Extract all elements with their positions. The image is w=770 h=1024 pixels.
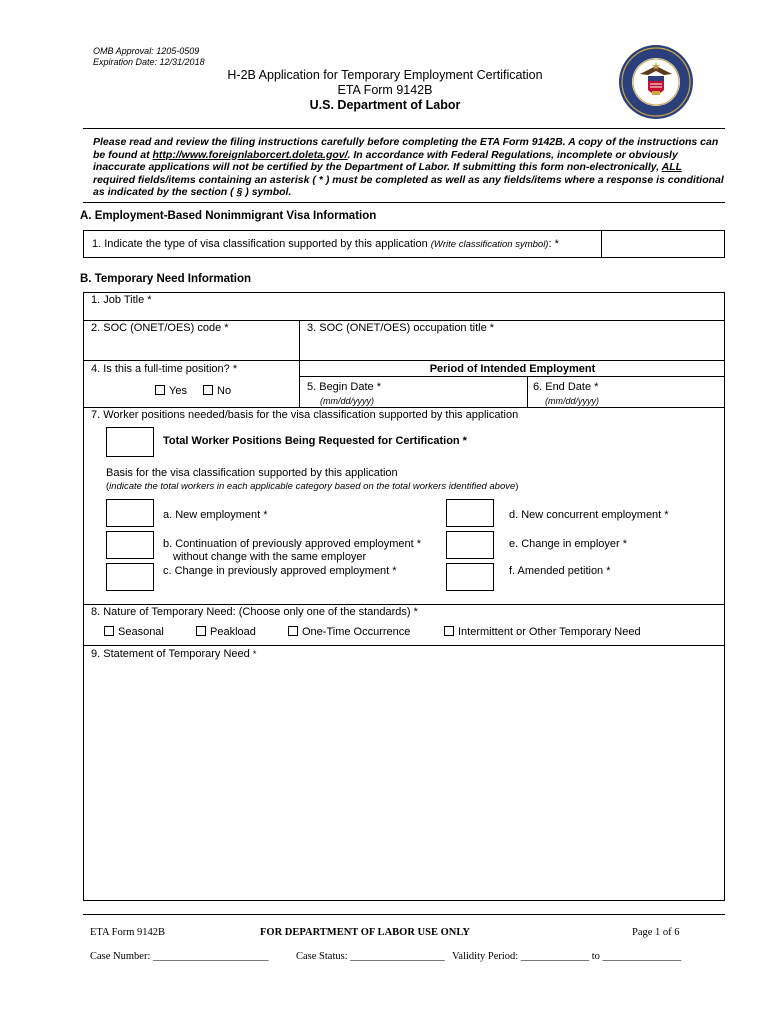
job-title-label: 1. Job Title * <box>91 294 152 306</box>
need-intermittent[interactable]: Intermittent or Other Temporary Need <box>444 626 641 639</box>
section-a-box <box>83 230 725 258</box>
instructions-link[interactable]: http://www.foreignlaborcert.doleta.gov/ <box>152 148 348 161</box>
continuation-label-2: without change with the same employer <box>173 551 367 563</box>
need-seasonal[interactable]: Seasonal <box>104 626 164 639</box>
omb-approval-number: OMB Approval: 1205-0509 <box>93 46 200 56</box>
soc-code-label: 2. SOC (ONET/OES) code * <box>91 322 229 334</box>
intermittent-checkbox-icon[interactable] <box>444 626 454 636</box>
footer-divider <box>83 914 725 915</box>
instructions-part2: . In accordance with Federal Regulations, incomplete or obviously inaccurate applications will not be certified by the Department of Labor. If submitting this form non-electronically, <box>93 148 678 174</box>
footer-form-name: ETA Form 9142B <box>90 927 165 938</box>
basis-hint: (indicate the total workers in each applicable category based on the total workers identified above) <box>106 481 519 492</box>
instructions-part3: required fields/items containing an asterisk ( * ) must be completed as well as any fields/items where a response is conditional as indicated by the section ( § ) symbol. <box>93 173 724 199</box>
continuation-label: b. Continuation of previously approved employment * <box>163 538 422 550</box>
case-status: Case Status: __________________ <box>296 951 445 962</box>
form-number: ETA Form 9142B <box>337 83 433 97</box>
row-3-divider <box>83 407 725 408</box>
one-time-checkbox-icon[interactable] <box>288 626 298 636</box>
header-divider <box>83 128 725 129</box>
amended-petition-label: f. Amended petition * <box>509 565 611 577</box>
peakload-checkbox-icon[interactable] <box>196 626 206 636</box>
q8-divider <box>83 645 725 646</box>
statement-textarea[interactable] <box>88 664 720 896</box>
period-heading-divider <box>299 376 725 377</box>
end-date-label: 6. End Date * <box>533 381 599 393</box>
instructions <box>93 136 725 199</box>
end-date-format: (mm/dd/yyyy) <box>545 396 599 406</box>
case-number: Case Number: ______________________ <box>90 951 269 962</box>
seasonal-checkbox-icon[interactable] <box>104 626 114 636</box>
q9-label: 9. Statement of Temporary Need * <box>91 648 257 660</box>
no-checkbox-icon[interactable] <box>203 385 213 395</box>
footer-page: Page 1 of 6 <box>632 927 680 938</box>
basis-label: Basis for the visa classification supported by this application <box>106 467 398 479</box>
change-previous-input[interactable] <box>106 563 154 591</box>
full-time-yes[interactable]: Yes <box>155 385 187 398</box>
new-employment-label: a. New employment * <box>163 509 268 521</box>
visa-class-label: 1. Indicate the type of visa classification supported by this application (Write classification symbol): * <box>92 238 559 250</box>
soc-title-input[interactable] <box>300 336 724 359</box>
section-b-heading: B. Temporary Need Information <box>80 273 252 285</box>
total-positions-input[interactable] <box>106 427 154 457</box>
soc-title-label: 3. SOC (ONET/OES) occupation title * <box>307 322 495 334</box>
instructions-divider <box>83 202 725 203</box>
instructions-all: ALL <box>661 161 682 174</box>
new-concurrent-input[interactable] <box>446 499 494 527</box>
q7-label: 7. Worker positions needed/basis for the visa classification supported by this application <box>91 409 519 421</box>
job-title-divider <box>83 320 725 321</box>
dol-seal-icon <box>618 44 694 120</box>
q8-label: 8. Nature of Temporary Need: (Choose only one of the standards) * <box>91 606 418 618</box>
full-time-label: 4. Is this a full-time position? * <box>91 363 238 375</box>
footer-dol-use: FOR DEPARTMENT OF LABOR USE ONLY <box>260 927 470 938</box>
validity-period: Validity Period: _____________ to _______________ <box>452 951 682 962</box>
change-previous-label: c. Change in previously approved employment * <box>163 565 397 577</box>
total-positions-label: Total Worker Positions Being Requested for Certification * <box>163 435 467 447</box>
yes-checkbox-icon[interactable] <box>155 385 165 395</box>
soc-row-divider <box>83 360 725 361</box>
new-employment-input[interactable] <box>106 499 154 527</box>
section-a-heading: A. Employment-Based Nonimmigrant Visa Information <box>80 210 377 222</box>
visa-class-input[interactable] <box>601 230 726 258</box>
omb-approval <box>93 46 205 68</box>
q7-divider <box>83 604 725 605</box>
soc-code-input[interactable] <box>84 336 298 359</box>
amended-petition-input[interactable] <box>446 563 494 591</box>
continuation-input[interactable] <box>106 531 154 559</box>
need-peakload[interactable]: Peakload <box>196 626 256 639</box>
full-time-no[interactable]: No <box>203 385 231 398</box>
dates-divider <box>527 376 528 407</box>
job-title-input[interactable] <box>84 306 724 319</box>
change-employer-label: e. Change in employer * <box>509 538 628 550</box>
period-heading: Period of Intended Employment <box>429 363 596 375</box>
change-employer-input[interactable] <box>446 531 494 559</box>
need-one-time[interactable]: One-Time Occurrence <box>288 626 410 639</box>
begin-date-label: 5. Begin Date * <box>307 381 381 393</box>
new-concurrent-label: d. New concurrent employment * <box>509 509 669 521</box>
instructions-part1: Please read and review the filing instructions carefully before completing the ETA Form 9142B. A copy of the instructions can be found at <box>93 136 719 161</box>
agency-name: U.S. Department of Labor <box>309 98 461 112</box>
expiration-date: Expiration Date: 12/31/2018 <box>93 57 205 67</box>
form-title: H-2B Application for Temporary Employment Certification <box>227 68 543 82</box>
begin-date-format: (mm/dd/yyyy) <box>320 396 374 406</box>
